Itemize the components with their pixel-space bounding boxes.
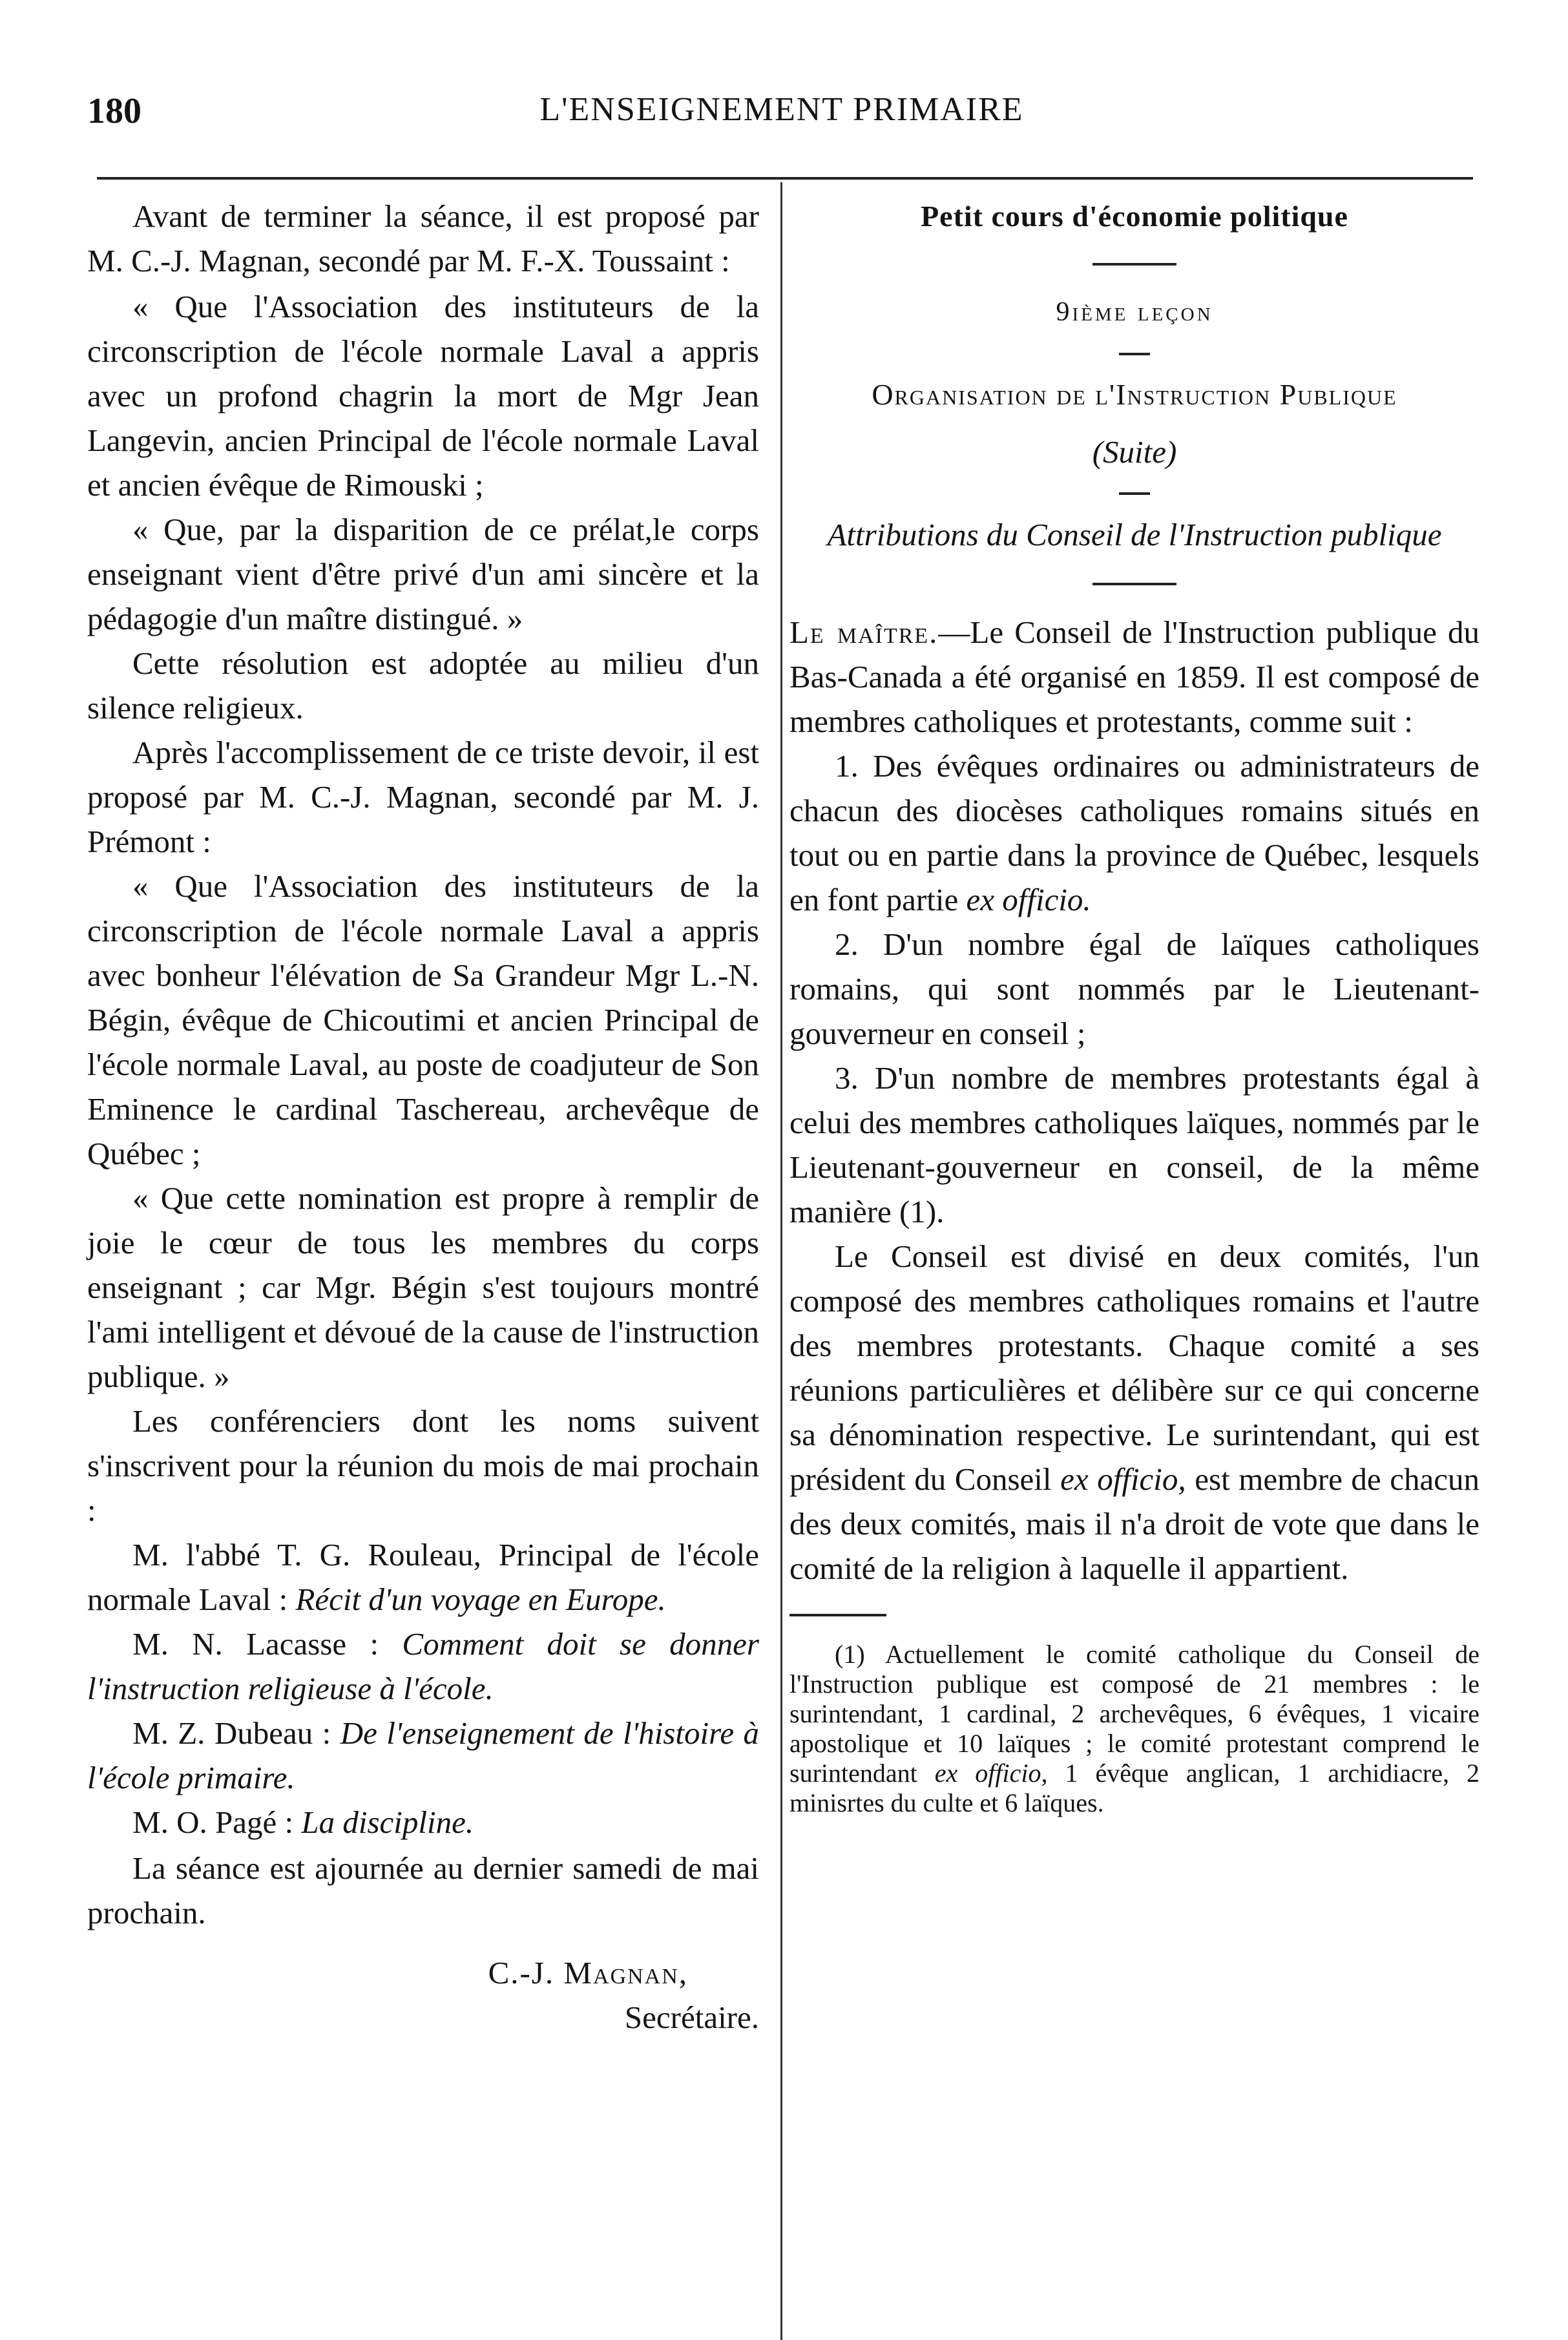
footnote-text: 1 évêque anglican, 1 archidiacre, 2 minisrtes du culte et 6 laïques.	[789, 1759, 1480, 1817]
footnote-text: (1) Actuellement le comité catholique du Conseil de l'Instruction publique est composé de 21 membres : le surintendant, 1 cardinal, 2 archevêques, 6 évêques, 1 vicaire apostolique et 10 laïques ; le comité protestant comprend le surintendant	[789, 1640, 1479, 1788]
paragraph-italic: ex officio,	[1060, 1461, 1186, 1497]
speaker-entry	[87, 1800, 759, 1844]
list-item-3: 3. D'un nombre de membres protestants égal à celui des membres catholiques laïques, nommés par le Lieutenant-gouverneur en conseil, de la même manière (1).	[789, 1060, 1479, 1229]
list-item-2: 2. D'un nombre égal de laïques catholiques romains, qui sont nommés par le Lieutenant-gouverneur en conseil ;	[789, 926, 1479, 1051]
signature-name: C.-J. Magnan,	[488, 1955, 688, 1990]
resolution-2a: « Que l'Association des instituteurs de la circonscription de l'école normale Laval a appris avec bonheur l'élévation de Sa Grandeur Mgr L.-N. Bégin, évêque de Chicoutimi et ancien Principal de l'école normale Laval, au poste de coadjuteur de Son Eminence le cardinal Taschereau, archevêque de Québec ;	[87, 868, 759, 1171]
paragraph-adopted: Cette résolution est adoptée au milieu d'un silence religieux.	[87, 645, 759, 726]
speaker-entry	[87, 1711, 759, 1800]
signature-block	[87, 1950, 759, 2040]
running-title: L'ENSEIGNEMENT PRIMAIRE	[539, 91, 1024, 128]
speaker-topic: La discipline.	[301, 1804, 474, 1840]
section-subtitle: Attributions du Conseil de l'Instruction publique	[827, 517, 1442, 552]
article-title: Petit cours d'économie politique	[921, 200, 1348, 233]
footnote	[789, 1640, 1479, 1818]
list-item-text: 1. Des évêques ordinaires ou administrateurs de chacun des diocèses catholiques romains situés en tout ou en partie dans la province de Québec, lesquels en font partie	[789, 748, 1479, 917]
separator-rule	[1119, 492, 1150, 495]
resolution-1b: « Que, par la disparition de ce prélat,le corps enseignant vient d'être privé d'un ami sincère et la pédagogie d'un maître distingué. »	[87, 512, 759, 636]
speaker-name: M. O. Pagé :	[132, 1804, 294, 1840]
resolution-1a: « Que l'Association des instituteurs de la circonscription de l'école normale Laval a appris avec un profond chagrin la mort de Mgr Jean Langevin, ancien Principal de l'école normale Laval et ancien évêque de Rimouski ;	[87, 289, 759, 503]
resolution-2b: « Que cette nomination est propre à remplir de joie le cœur de tous les membres du corps enseignant ; car Mgr. Bégin s'est toujours montré l'ami intelligent et dévoué de la cause de l'instruction publique. »	[87, 1180, 759, 1394]
speaker-label: Le maître.	[789, 614, 939, 650]
speaker-entry	[87, 1532, 759, 1622]
footnote-rule	[789, 1614, 886, 1616]
subtitle-rule	[1092, 583, 1176, 585]
separator-rule	[1119, 353, 1150, 355]
paragraph-speakers-intro: Les conférenciers dont les noms suivent s'inscrivent pour la réunion du mois de mai prochain :	[87, 1403, 759, 1528]
footnote-italic: ex officio,	[934, 1759, 1048, 1788]
left-column	[87, 194, 759, 2040]
paragraph-text: Le Conseil est divisé en deux comités, l'un composé des membres catholiques romains et l'autre des membres protestants. Chaque comité a ses réunions particulières et délibère sur ce qui concerne sa dénomination respective. Le surintendant, qui est président du Conseil	[789, 1238, 1479, 1497]
column-divider	[780, 182, 782, 2340]
paragraph-comites	[789, 1234, 1479, 1591]
paragraph-adjourned: La séance est ajournée au dernier samedi de mai prochain.	[87, 1850, 759, 1930]
speaker-name: M. N. Lacasse :	[132, 1626, 379, 1662]
speaker-entry	[87, 1622, 759, 1711]
signature-role: Secrétaire.	[624, 2000, 759, 2035]
speaker-name: M. Z. Dubeau :	[132, 1715, 331, 1751]
paragraph-text: est membre de chacun des deux comités, mais il n'a droit de vote que dans le comité de la religion à laquelle il appartient.	[789, 1461, 1480, 1586]
right-column	[789, 194, 1479, 1818]
header-rule	[97, 177, 1473, 180]
speaker-name: M. l'abbé T. G. Rouleau, Principal de l'école normale Laval :	[87, 1537, 759, 1617]
section-title: Organisation de l'Instruction Publique	[872, 378, 1397, 411]
paragraph-proposal-1: Avant de terminer la séance, il est proposé par M. C.-J. Magnan, secondé par M. F.-X. Toussaint :	[87, 198, 759, 278]
paragraph-conseil	[789, 610, 1479, 744]
title-rule	[1092, 263, 1176, 266]
page-number: 180	[87, 91, 141, 131]
page-header	[87, 90, 1476, 149]
list-item-1	[789, 744, 1479, 922]
paragraph-text: —Le Conseil de l'Instruction publique du Bas-Canada a été organisé en 1859. Il est composé de membres catholiques et protestants, comme suit :	[789, 614, 1479, 739]
speaker-topic: Récit d'un voyage en Europe.	[295, 1582, 666, 1617]
paragraph-proposal-2: Après l'accomplissement de ce triste devoir, il est proposé par M. C.-J. Magnan, secondé par M. J. Prémont :	[87, 735, 759, 859]
speaker-topic: De l'enseignement de l'histoire à l'école primaire.	[87, 1715, 760, 1795]
section-suite: (Suite)	[1092, 434, 1177, 470]
speaker-topic: Comment doit se donner l'instruction religieuse à l'école.	[87, 1626, 760, 1706]
lesson-number: 9ième leçon	[1056, 297, 1213, 327]
list-item-italic: ex officio.	[966, 882, 1091, 917]
